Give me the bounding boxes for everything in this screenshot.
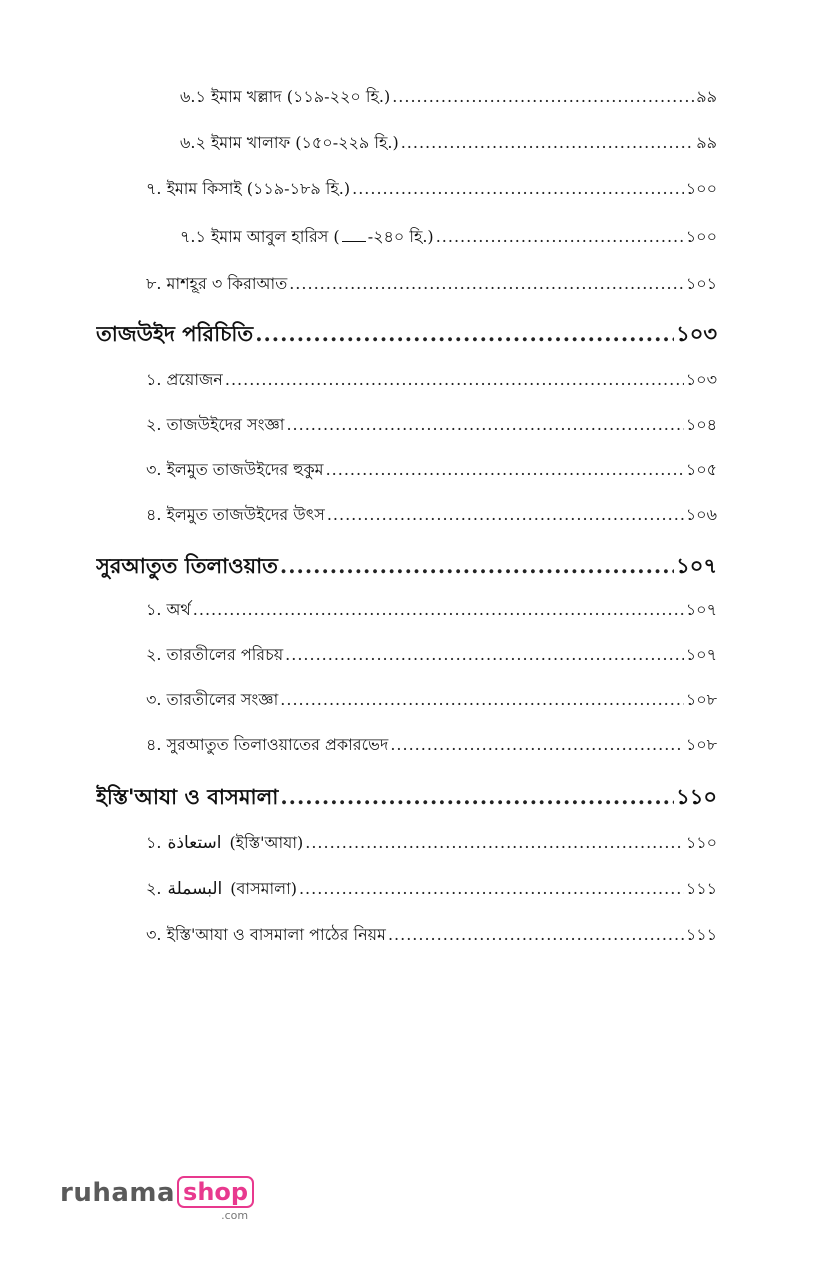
toc-entry — [146, 922, 717, 949]
logo-brand-text: ruhama — [60, 1178, 176, 1208]
toc-entry — [146, 367, 717, 394]
toc-entry-label — [146, 876, 297, 903]
toc-page-number: ১০৮ — [685, 690, 717, 709]
toc-entry-label: ৬.২ ইমাম খালাফ (১৫০-২২৯ হি.) — [180, 133, 399, 152]
arabic-term: استعاذة — [167, 833, 222, 853]
toc-page-number: ১০৭ — [676, 553, 717, 578]
toc-page-number: ১০৮ — [685, 735, 717, 754]
toc-leader-dots — [299, 879, 684, 898]
toc-entry-label — [146, 830, 303, 857]
toc-entry — [146, 642, 717, 669]
toc-entry-label: ২. তারতীলের পরিচয় — [146, 645, 284, 664]
toc-page-number: ৯৯ — [696, 133, 717, 152]
toc-page-number: ১১০ — [685, 833, 717, 852]
toc-leader-dots — [285, 645, 684, 664]
toc-entry — [180, 84, 717, 111]
toc-page-number: ১০৫ — [685, 460, 717, 479]
toc-chapter-title: সুরআতুত তিলাওয়াত — [96, 553, 278, 578]
toc-entry-number: ২. — [146, 879, 162, 898]
toc-entry-label: ২. তাজউইদের সংজ্ঞা — [146, 415, 285, 434]
toc-leader-dots — [289, 274, 684, 293]
toc-entry-label: ১. অর্থ — [146, 600, 191, 619]
toc-entry — [180, 224, 717, 251]
toc-entry-label: ৭. ইমাম কিসাই (১১৯-১৮৯ হি.) — [146, 179, 351, 198]
toc-page-number: ১০৩ — [676, 321, 717, 346]
toc-leader-dots — [193, 600, 684, 619]
toc-entry-label: ৪. ইলমুত তাজউইদের উৎস — [146, 505, 325, 524]
toc-entry — [146, 271, 717, 298]
toc-leader-dots — [286, 415, 683, 434]
toc-page-number: ৯৯ — [696, 87, 717, 106]
toc-entry-label — [180, 224, 434, 251]
toc-chapter-heading — [96, 318, 717, 353]
toc-entry — [146, 176, 717, 203]
toc-entry-label: ৩. তারতীলের সংজ্ঞা — [146, 690, 279, 709]
toc-leader-dots — [326, 460, 684, 479]
toc-entry-label-rest: (বাসমালা) — [230, 879, 297, 898]
toc-entry — [146, 412, 717, 439]
toc-entry — [146, 502, 717, 529]
toc-entry-label-post: -২৪০ হি.) — [367, 227, 434, 246]
toc-entry — [146, 830, 717, 857]
toc-chapter-heading — [96, 550, 717, 585]
toc-leader-dots — [280, 784, 674, 809]
toc-page-number: ১০৬ — [685, 505, 717, 524]
toc-entry-label: ৩. ইস্তি'আযা ও বাসমালা পাঠের নিয়ম — [146, 925, 386, 944]
toc-entry-label-rest: (ইস্তি'আযা) — [229, 833, 304, 852]
toc-page-number: ১০৩ — [685, 370, 717, 389]
toc-leader-dots — [327, 505, 684, 524]
toc-leader-dots — [280, 690, 684, 709]
toc-page-number: ১০৭ — [685, 600, 717, 619]
toc-leader-dots — [255, 321, 674, 346]
toc-entry-label: ৮. মাশহূর ৩ কিরাআত — [146, 274, 288, 293]
logo-domain-text: .com — [221, 1209, 249, 1222]
toc-entry-label: ৬.১ ইমাম খল্লাদ (১১৯-২২০ হি.) — [180, 87, 391, 106]
toc-page-number: ১০০ — [685, 227, 717, 246]
toc-leader-dots — [390, 735, 684, 754]
toc-leader-dots — [392, 87, 694, 106]
toc-leader-dots — [280, 553, 674, 578]
toc-leader-dots — [225, 370, 684, 389]
toc-page-number: ১১০ — [676, 784, 717, 809]
toc-chapter-title: ইস্তি'আযা ও বাসমালা — [96, 784, 279, 809]
toc-leader-dots — [352, 179, 684, 198]
toc-entry — [146, 597, 717, 624]
unknown-year-blank — [342, 241, 366, 242]
toc-entry — [146, 732, 717, 759]
logo-shop-badge — [177, 1176, 254, 1222]
toc-entry-label: ১. প্রয়োজন — [146, 370, 223, 389]
toc-chapter-title: তাজউইদ পরিচিতি — [96, 321, 254, 346]
toc-chapter-heading — [96, 781, 717, 816]
toc-entry-label-pre: ৭.১ ইমাম আবুল হারিস ( — [180, 227, 340, 246]
toc-entry-label: ৪. সুরআতুত তিলাওয়াতের প্রকারভেদ — [146, 735, 389, 754]
toc-entry — [146, 876, 717, 903]
toc-page-number: ১০৪ — [685, 415, 717, 434]
toc-entry — [146, 687, 717, 714]
toc-leader-dots — [436, 227, 684, 246]
toc-leader-dots — [388, 925, 684, 944]
toc-page-number: ১০০ — [685, 179, 717, 198]
toc-entry — [180, 130, 717, 157]
toc-entry-number: ১. — [146, 833, 162, 852]
toc-page-number: ১১১ — [685, 879, 717, 898]
toc-entry-label: ৩. ইলমুত তাজউইদের হুকুম — [146, 460, 324, 479]
ruhamashop-logo — [60, 1176, 254, 1222]
toc-leader-dots — [305, 833, 684, 852]
toc-entry — [146, 457, 717, 484]
arabic-term: البسملة — [167, 879, 223, 899]
toc-leader-dots — [401, 133, 695, 152]
toc-page-number: ১১১ — [685, 925, 717, 944]
logo-shop-text: shop — [177, 1176, 254, 1208]
toc-page-number: ১০৭ — [685, 645, 717, 664]
toc-page-number: ১০১ — [685, 274, 717, 293]
